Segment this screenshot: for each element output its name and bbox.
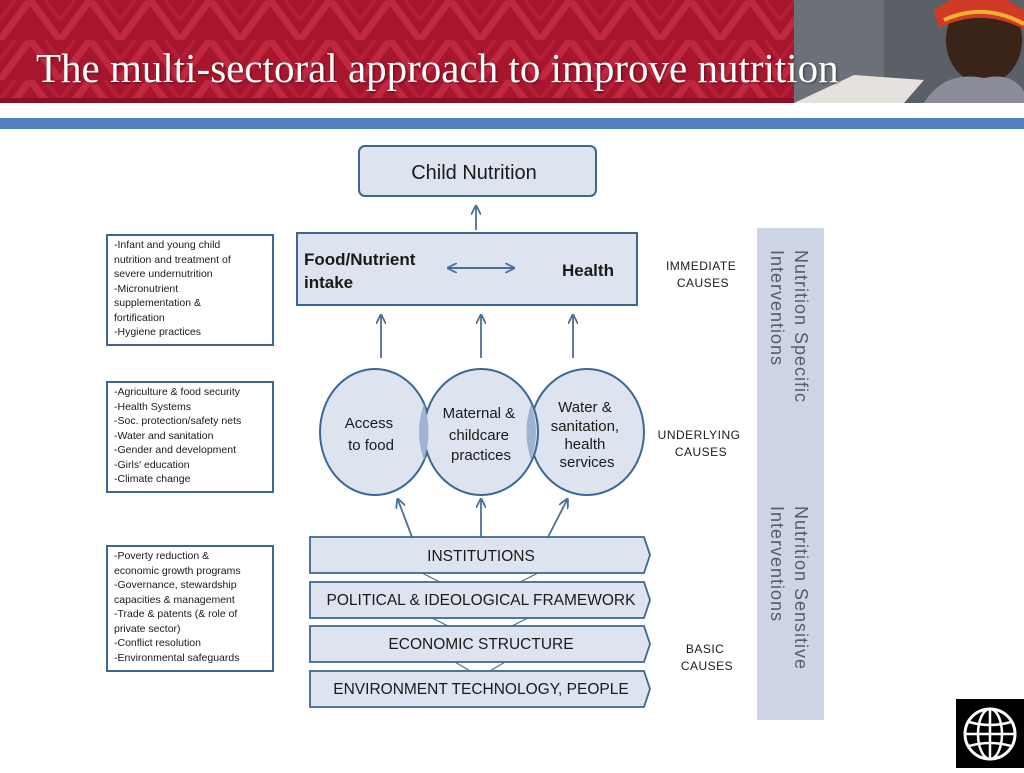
health-label: Health [562,261,614,280]
side-box-line: -Climate change [114,473,191,485]
side-box-line: -Environmental safeguards [114,651,240,664]
basic-bars [310,537,650,707]
bar-label-institutions: INSTITUTIONS [427,548,535,565]
circle-label-access: Access to food [344,415,394,454]
slide-title: The multi-sectoral approach to improve nutrition [36,45,839,91]
side-box-line: -Trade & patents (& role of [114,608,238,620]
side-box-line: -Girls' education [114,458,190,471]
side-box-line: fortification [114,311,165,324]
side-box-line: economic growth programs [114,564,241,577]
bar-label-political: POLITICAL & IDEOLOGICAL FRAMEWORK [326,592,636,609]
side-box-line: severe undernutrition [114,268,213,280]
side-box-line: -Gender and development [114,444,236,456]
circle-label-maternal: Maternal & childcare practices [442,405,516,464]
side-box-basic [106,545,274,672]
side-box-line: -Conflict resolution [114,637,201,649]
arrow-basic-3 [548,500,567,537]
bar-label-environment: ENVIRONMENT TECHNOLOGY, PEOPLE [333,681,629,698]
label-underlying-causes: UNDERLYING CAUSES [657,428,741,459]
side-box-line: private sector) [114,622,181,635]
label-basic-causes: BASIC CAUSES [680,642,734,673]
title-banner [0,0,1024,103]
band-label-sensitive: Nutrition Sensitive Interventions [767,506,811,671]
side-box-line: -Soc. protection/safety nets [114,415,242,427]
side-box-underlying [106,381,274,493]
side-box-line: -Hygiene practices [114,326,201,338]
globe-logo-icon [956,699,1024,768]
side-box-line: -Agriculture & food security [114,386,241,398]
side-box-line: -Micronutrient [114,282,179,295]
side-box-line: -Health Systems [114,400,192,413]
food-intake-label: Food/Nutrient intake [304,250,416,292]
side-box-line: -Infant and young child [114,239,221,251]
circle-access-to-food [320,369,430,495]
side-box-line: supplementation & [114,297,201,309]
side-box-immediate [106,234,274,346]
label-immediate-causes: IMMEDIATE CAUSES [665,259,737,290]
side-box-line: -Governance, stewardship [114,579,237,591]
band-label-specific: Nutrition Specific Interventions [767,250,811,404]
child-nutrition-label: Child Nutrition [411,162,537,184]
circle-label-water: Water & sanitation, health services [550,399,620,471]
side-box-line: nutrition and treatment of [114,253,231,266]
bar-label-economic: ECONOMIC STRUCTURE [388,636,574,653]
side-box-line: capacities & management [114,593,235,606]
blue-divider [0,118,1024,129]
side-box-line: -Water and sanitation [114,429,214,442]
side-box-line: -Poverty reduction & [114,550,210,562]
arrow-basic-1 [398,500,412,537]
